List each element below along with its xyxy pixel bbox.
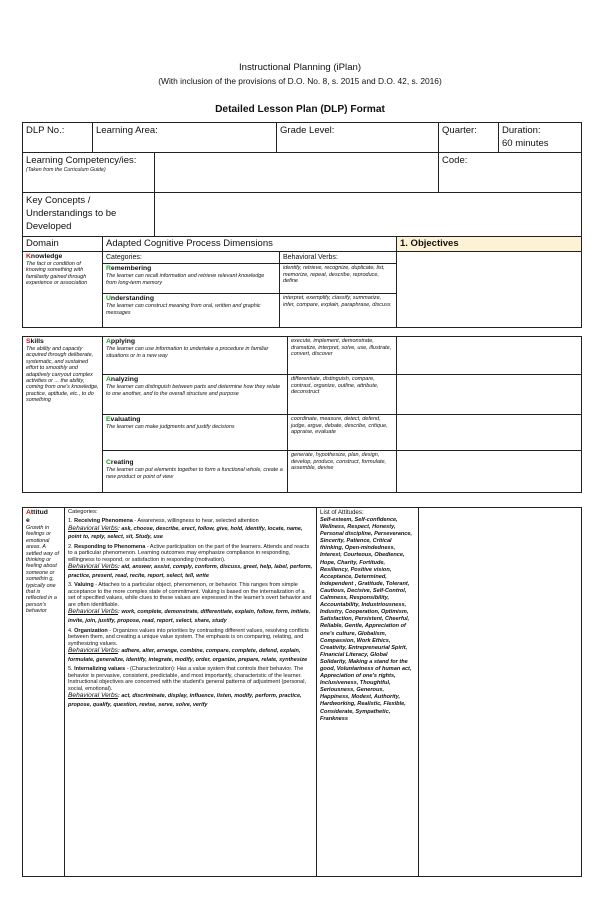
attitude-item: 3. Valuing - Attaches to a particular object, phenomenon, or behavior. This ranges from simple acceptance to the more complex state of commitment. Valuing is based on the internalization of a set of specified values, while clues to these values are expressed in the learner's overt behavior and are often identifiable. Behavioral Verbs: work, complete, demonstrate, differentiate, explain, follow, form, initiate, invite, join, justify, propose, read, report, select, share, study <box>68 582 312 624</box>
key-concepts-input[interactable] <box>155 193 582 237</box>
category-remembering: Remembering The learner can recall information and retrieve relevant knowledge from long-term memory <box>103 264 280 294</box>
categories-header: Categories: <box>103 252 280 264</box>
applying-objective-input[interactable] <box>397 337 582 375</box>
skills-domain: Skills The ability and capacity acquired through deliberate, systematic, and sustained effort to smoothly and adaptively carryout complex activities or ... the ability, coming from one's knowledge, practice, aptitude, etc., to do something <box>23 337 103 493</box>
verbs-evaluating: coordinate, measure, detect, defend, judge, argue, debate, describe, critique, appraise, evaluate <box>288 415 397 451</box>
verbs-creating: generate, hypothesize, plan, design, develop, produce, construct, formulate, assemble, devise <box>288 451 397 493</box>
code-cell[interactable]: Code: <box>439 153 582 193</box>
info-table <box>22 122 582 237</box>
verbs-understanding: interpret, exemplify, classify, summarize, infer, compare, explain, paraphrase, discuss <box>280 294 397 328</box>
creating-objective-input[interactable] <box>397 451 582 493</box>
category-applying: Applying The learner can use information to undertake a procedure in familiar situations or in a new way <box>103 337 288 375</box>
attitude-item: 4. Organization - Organizes values into priorities by contrasting different values, resolving conflicts between them, and creating a unique value system. The emphasis is on comparing, relating, and synthesizing values. Behavioral Verbs: adhere, alter, arrange, combine, compare, complete, defend, explain, formulate, generalize, identify, integrate, modify, order, organize, prepare, relate, synthesize <box>68 627 309 663</box>
quarter-cell[interactable]: Quarter: <box>439 123 499 153</box>
skills-table <box>22 336 582 493</box>
attitude-list: List of Attitudes: Self-esteem, Self-confidence, Wellness, Respect, Honesty, Personal discipline, Perseverance, Sincerity, Patience, Critical thinking, Open-mindedness, Interest, Courteous, Obedience, Hope, Charity, Fortitude, Resiliency, Positive vision, Acceptance, Determined, Independent , Gratitude, Tolerant, Cautious, Decisive, Self-Control, Calmness, Responsibility, Accountability, Industriousness, Industry, Cooperation, Optimism, Satisfaction, Persistent, Cheerful, Reliable, Gentle, Appreciation of one's culture, Globalism, Compassion, Work Ethics, Creativity, Entrepreneurial Spirit, Financial Literacy, Global Solidarity, Making a stand for the good, Voluntariness of human act, Appreciation of one's rights, Inclusiveness, Thoughtful, Seriousness, Generous, Happiness, Modest, Authority, Hardworking, Realistic, Flexible, Considerate, Sympathetic, Frankness <box>317 508 419 877</box>
verbs-applying: execute, implement, demonstrate, dramatize, interpret, solve, use, illustrate, convert, discover <box>288 337 397 375</box>
attitude-item: 2. Responding to Phenomena - Active participation on the part of the learners. Attends and reacts to a particular phenomenon. Learning outcomes may emphasize compliance in responding, willingness to respond, or satisfaction in responding (motivation). Behavioral Verbs: aid, answer, assist, comply, conform, discuss, greet, help, label, perform, practice, present, read, recite, report, select, tell, write <box>68 543 313 579</box>
document-subtitle: (With inclusion of the provisions of D.O. No. 8, s. 2015 and D.O. 42, s. 2016) <box>158 76 442 86</box>
category-evaluating: Evaluating The learner can make judgments and justify decisions <box>103 415 288 451</box>
attitude-categories: Categories: 1. Receiving Phenomena - Awareness, willingness to hear, selected attention Behavioral Verbs: ask, choose, describe, erect, follow, give, hold, identify, locate, name, point to, reply, select, sit, Study, use 2. Responding to Phenomena - Active participation on the part of the learners. Attends and reacts to a particular phenomenon. Learning outcomes may emphasize compliance in responding, willingness to respond, or satisfaction in responding (motivation). Behavioral Verbs: aid, answer, assist, comply, conform, discuss, greet, help, label, perform, practice, present, read, recite, report, select, tell, write 3. Valuing - Attaches to a particular object, phenomenon, or behavior. This ranges from simple acceptance to the more complex state of commitment. Valuing is based on the internalization of a set of specified values, while clues to these values are expressed in the learner's overt behavior and are often identifiable. Behavioral Verbs: work, complete, demonstrate, differentiate, explain, follow, form, initiate, invite, join, justify, propose, read, report, select, share, study 4. Organization - Organizes values into priorities by contrasting different values, resolving conflicts between them, and creating a unique value system. The emphasis is on comparing, relating, and synthesizing values. Behavioral Verbs: adhere, alter, arrange, combine, compare, complete, defend, explain, formulate, generalize, identify, integrate, modify, order, organize, prepare, relate, synthesize 5. Internalizing values - (Characterization): Has a value system that controls their behavior. The behavior is pervasive, consistent, predictable, and most importantly, characteristic of the learner. Instructional objectives are concerned with the student's general patterns of adjustment (personal, social, emotional). Behavioral Verbs: act, discriminate, display, influence, listen, modify, perform, practice, propose, qualify, question, revise, serve, solve, verify <box>65 508 317 877</box>
attitude-item: 5. Internalizing values - (Characterization): Has a value system that controls their behavior. The behavior is pervasive, consistent, predictable, and most importantly, characteristic of the learner. Instructional objectives are concerned with the student's general patterns of adjustment (personal, social, emotional). Behavioral Verbs: act, discriminate, display, influence, listen, modify, perform, practice, propose, qualify, question, revise, serve, solve, verify <box>68 666 306 708</box>
attitude-table <box>22 507 582 877</box>
attitude-item: 1. Receiving Phenomena - Awareness, willingness to hear, selected attention Behavioral Verbs: ask, choose, describe, erect, follow, give, hold, identify, locate, name, point to, reply, select, sit, Study, use <box>68 518 303 541</box>
key-concepts-label: Key Concepts / Understandings to be Developed <box>23 193 155 237</box>
attitude-domain: Attitud e Growth in feelings or emotional areas. A settled way of thinking or feeling about someone or somethin g, typically one that is reflected in a person's behavior <box>23 508 65 877</box>
document-title: Instructional Planning (iPlan) <box>238 62 362 73</box>
category-creating: Creating The learner can put elements together to form a functional whole, create a new product or point of view <box>103 451 288 493</box>
learning-competency-label: Learning Competency/ies: (Taken from the Curriculum Guide) <box>23 153 155 193</box>
knowledge-table <box>22 236 582 328</box>
category-analyzing: Analyzing The learner can distinguish between parts and determine how they relate to one another, and to the overall structure and purpose <box>103 375 288 415</box>
evaluating-objective-input[interactable] <box>397 415 582 451</box>
knowledge-objective-input[interactable] <box>397 252 582 328</box>
analyzing-objective-input[interactable] <box>397 375 582 415</box>
learning-competency-input[interactable] <box>155 153 439 193</box>
dlp-no-cell[interactable]: DLP No.: <box>23 123 93 153</box>
format-title: Detailed Lesson Plan (DLP) Format <box>215 104 385 115</box>
knowledge-domain: Knowledge The fact or condition of knowing something with familiarity gained through experience or association <box>23 252 103 328</box>
objectives-header: 1. Objectives <box>397 237 582 252</box>
learning-area-cell[interactable]: Learning Area: <box>93 123 277 153</box>
behavioral-verbs-header: Behavioral Verbs: <box>280 252 397 264</box>
category-understanding: Understanding The learner can construct meaning from oral, written and graphic messages <box>103 294 280 328</box>
duration-cell: Duration: 60 minutes <box>499 123 582 153</box>
verbs-analyzing: differentiate, distinguish, compare, contrast, organize, outline, attribute, deconstruct <box>288 375 397 415</box>
adapted-dimensions-header: Adapted Cognitive Process Dimensions <box>103 237 397 252</box>
domain-header: Domain <box>23 237 103 252</box>
grade-level-cell[interactable]: Grade Level: <box>277 123 439 153</box>
attitude-objective-input[interactable] <box>419 508 582 877</box>
verbs-remembering: identify, retrieve, recognize, duplicate, list, memorize, repeat, describe, reproduce, define <box>280 264 397 294</box>
